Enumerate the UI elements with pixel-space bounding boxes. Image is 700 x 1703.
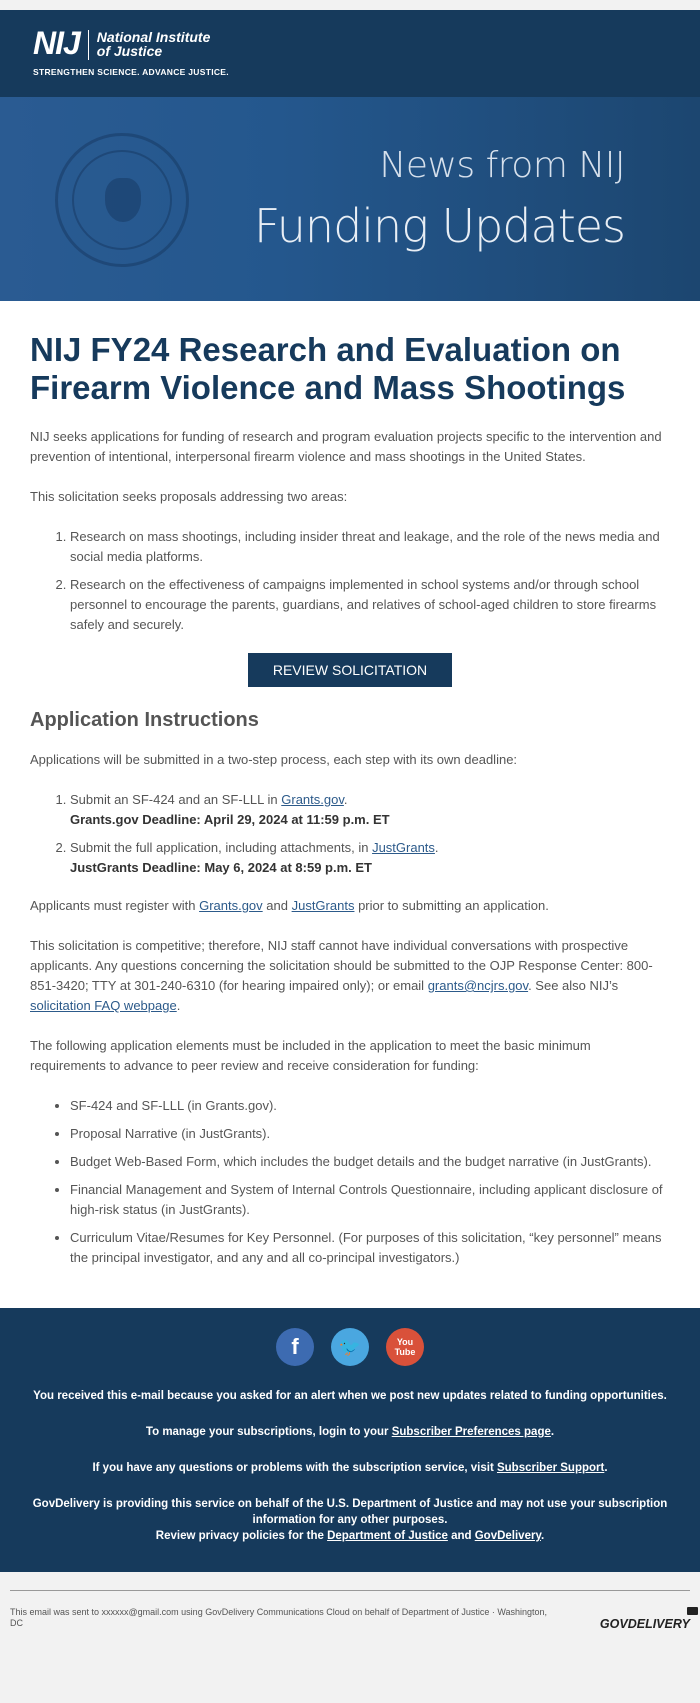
register-suffix: prior to submitting an application. bbox=[354, 898, 549, 913]
doj-seal-icon bbox=[55, 133, 189, 267]
logo-divider bbox=[88, 30, 89, 60]
support-paragraph bbox=[30, 1460, 670, 1476]
steps-list bbox=[70, 790, 670, 878]
step1-prefix: Submit an SF-424 and an SF-LLL in bbox=[70, 792, 282, 807]
facebook-icon[interactable]: f bbox=[276, 1328, 314, 1366]
grants-gov-link[interactable]: Grants.gov bbox=[281, 792, 344, 807]
support-suffix: . bbox=[604, 1462, 608, 1474]
govdelivery-brand: GOVDELIVERY bbox=[599, 1617, 690, 1631]
speech-bubble-icon bbox=[687, 1607, 698, 1615]
alert-text: You received this e-mail because you asked for an alert when we post new updates related to funding opportunities. bbox=[33, 1390, 667, 1402]
seal-inner-ring bbox=[72, 150, 172, 250]
manage-suffix: . bbox=[550, 1426, 555, 1438]
competitive-paragraph bbox=[30, 936, 670, 1016]
register-grants-gov-link[interactable]: Grants.gov bbox=[199, 898, 263, 913]
twitter-icon[interactable]: 🐦 bbox=[331, 1328, 369, 1366]
govdelivery-logo[interactable] bbox=[600, 1617, 690, 1631]
privacy-suffix: . bbox=[540, 1530, 545, 1542]
bottom-divider bbox=[10, 1590, 690, 1591]
competitive-suffix: . bbox=[176, 998, 181, 1013]
email-footer bbox=[0, 1308, 700, 1572]
step2-prefix: Submit the full application, including attachments, in bbox=[70, 840, 373, 855]
register-justgrants-link[interactable]: JustGrants bbox=[291, 898, 355, 913]
manage-paragraph bbox=[30, 1424, 670, 1440]
button-wrap bbox=[30, 653, 670, 687]
nij-logo[interactable] bbox=[33, 25, 700, 61]
step2-suffix: . bbox=[434, 840, 439, 855]
step-item bbox=[70, 790, 670, 830]
logo-name-line2: of Justice bbox=[96, 43, 163, 59]
privacy-mid: and bbox=[447, 1530, 475, 1542]
register-prefix: Applicants must register with bbox=[30, 898, 200, 913]
govdelivery-privacy-link[interactable]: GovDelivery bbox=[474, 1530, 541, 1542]
elements-list bbox=[70, 1096, 670, 1268]
support-prefix: If you have any questions or problems with the subscription service, visit bbox=[92, 1462, 497, 1474]
review-solicitation-button[interactable]: REVIEW SOLICITATION bbox=[248, 653, 452, 687]
bottom-row bbox=[10, 1607, 690, 1631]
element-item: • Financial Management and System of Internal Controls Questionnaire, including applicant disclosure of high-risk status (in JustGrants). bbox=[70, 1180, 670, 1220]
area-item: 1. Research on mass shootings, including insider threat and leakage, and the role of the news media and social media platforms. bbox=[70, 527, 670, 567]
funding-updates-banner bbox=[0, 97, 700, 301]
grants-gov-deadline: Grants.gov Deadline: April 29, 2024 at 11:59 p.m. ET bbox=[70, 812, 390, 827]
subscriber-preferences-link[interactable]: Subscriber Preferences page bbox=[391, 1426, 551, 1438]
logo-tagline: STRENGTHEN SCIENCE. ADVANCE JUSTICE. bbox=[33, 67, 229, 77]
element-item: • SF-424 and SF-LLL (in Grants.gov). bbox=[70, 1096, 670, 1116]
article-content bbox=[0, 301, 700, 1308]
privacy-prefix: Review privacy policies for the bbox=[155, 1530, 328, 1542]
competitive-mid: . See also NIJ’s bbox=[528, 978, 619, 993]
areas-lead: This solicitation seeks proposals addressing two areas: bbox=[30, 489, 348, 504]
competitive-text: This solicitation is competitive; therefore, NIJ staff cannot have individual conversations with prospective applicants. Any questions concerning the solicitation should be submitted to the OJP Response Center: 800-851-3420; TTY at 301-240-6310 (for hearing impaired only); or email bbox=[30, 938, 653, 993]
areas-list bbox=[70, 527, 670, 635]
govdelivery-paragraph bbox=[30, 1496, 670, 1544]
social-links bbox=[30, 1328, 670, 1366]
email-link[interactable]: grants@ncjrs.gov bbox=[427, 978, 529, 993]
subscriber-support-link[interactable]: Subscriber Support bbox=[496, 1462, 605, 1474]
justgrants-link[interactable]: JustGrants bbox=[372, 840, 435, 855]
step-item bbox=[70, 838, 670, 878]
logo-name-line1: National Institute bbox=[96, 29, 211, 45]
faq-link[interactable]: solicitation FAQ webpage bbox=[30, 998, 177, 1013]
logo-name bbox=[97, 30, 211, 58]
sent-to-text: This email was sent to xxxxxx@gmail.com using GovDelivery Communications Cloud on behalf of Department of Justice · Washington, DC bbox=[10, 1607, 548, 1628]
manage-prefix: To manage your subscriptions, login to your bbox=[145, 1426, 392, 1438]
instructions-lead: Applications will be submitted in a two-step process, each step with its own deadline: bbox=[30, 752, 518, 767]
intro-paragraph: NIJ seeks applications for funding of research and program evaluation projects specific to the intervention and prevention of intentional, interpersonal firearm violence and mass shootings in the United States. bbox=[30, 429, 662, 464]
element-item: • Curriculum Vitae/Resumes for Key Personnel. (For purposes of this solicitation, “key personnel” means the principal investigator, and any and all co-principal investigators.) bbox=[70, 1228, 670, 1268]
doj-privacy-link[interactable]: Department of Justice bbox=[327, 1530, 448, 1542]
register-mid: and bbox=[262, 898, 292, 913]
element-item: • Budget Web-Based Form, which includes the budget details and the budget narrative (in JustGrants). bbox=[70, 1152, 670, 1172]
register-paragraph bbox=[30, 896, 670, 916]
banner-title: Funding Updates bbox=[253, 199, 625, 253]
step1-suffix: . bbox=[343, 792, 348, 807]
justgrants-deadline: JustGrants Deadline: May 6, 2024 at 8:59 p.m. ET bbox=[70, 860, 373, 875]
elements-lead: The following application elements must be included in the application to meet the basic minimum requirements to advance to peer review and receive consideration for funding: bbox=[30, 1038, 591, 1073]
govdelivery-text: GovDelivery is providing this service on behalf of the U.S. Department of Justice and may not use your subscription information for any other purposes. bbox=[32, 1498, 668, 1526]
element-item: • Proposal Narrative (in JustGrants). bbox=[70, 1124, 670, 1144]
logo-mark: NIJ bbox=[33, 25, 80, 61]
banner-subtitle: News from NIJ bbox=[379, 145, 625, 186]
top-strip bbox=[0, 0, 700, 10]
instructions-heading: Application Instructions bbox=[30, 709, 259, 731]
eagle-icon bbox=[105, 178, 141, 222]
youtube-icon[interactable]: You Tube bbox=[386, 1328, 424, 1366]
area-item: 2. Research on the effectiveness of campaigns implemented in school systems and/or through school personnel to encourage the parents, guardians, and relatives of school-aged children to store firearms safely and securely. bbox=[70, 575, 670, 635]
bottom-bar bbox=[0, 1572, 700, 1631]
article-title: NIJ FY24 Research and Evaluation on Firearm Violence and Mass Shootings bbox=[30, 331, 626, 406]
nij-header bbox=[0, 10, 700, 97]
